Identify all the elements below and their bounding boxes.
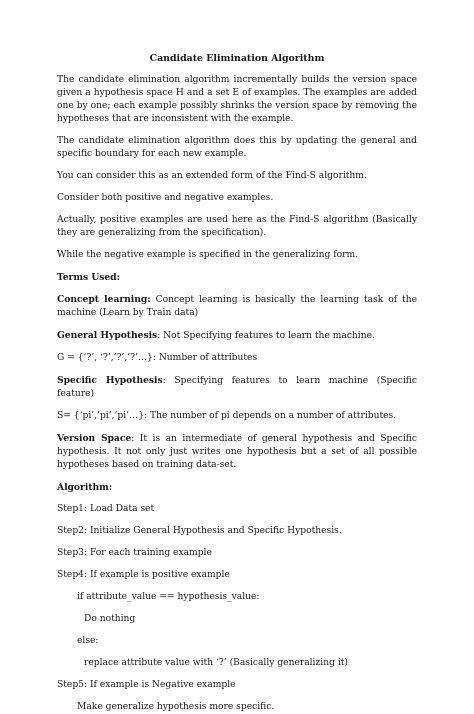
algorithm-step-4: Step4: If example is positive example (57, 570, 230, 580)
algorithm-step-1: Step1: Load Data set (57, 504, 155, 514)
specific-hypothesis-formula: S= {‘pi’,’pi’,’pi’…}: The number of pi depends on a number of attributes. (57, 411, 397, 421)
general-hypothesis-formula: G = {‘?’, ‘?’,’?’,’?’…}: Number of attributes (57, 353, 258, 363)
step-4-if-line: if attribute_value == hypothesis_value: (77, 592, 260, 602)
version-space-definition (57, 432, 417, 472)
intro-paragraph-1: The candidate elimination algorithm incrementally builds the version space given a hypothesis space H and a set E of examples. The examples are added one by one; each example possibly shrinks the version space by removing the hypotheses that are inconsistent with the example. (57, 75, 417, 124)
intro-paragraph-4: Consider both positive and negative examples. (57, 193, 274, 203)
step-4-do-nothing-line: Do nothing (84, 614, 136, 624)
general-hypothesis-text: : Not Specifying features to learn the machine. (157, 331, 375, 341)
specific-hypothesis-term: Specific Hypothesis (57, 375, 163, 386)
concept-learning-text: Concept learning is basically the learning task of the machine (Learn by Train data) (57, 295, 417, 318)
intro-paragraph-2: The candidate elimination algorithm does this by updating the general and specific boundary for each new example. (57, 136, 417, 159)
concept-learning-term: Concept learning: (57, 294, 151, 305)
algorithm-step-5: Step5: If example is Negative example (57, 680, 236, 690)
specific-hypothesis-definition (57, 374, 417, 401)
version-space-term: Version Space (57, 433, 132, 444)
intro-paragraph-5: Actually, positive examples are used here as the Find-S algorithm (Basically they are generalizing from the specification). (57, 215, 417, 238)
document-title: Candidate Elimination Algorithm (149, 53, 325, 64)
version-space-text: : It is an intermediate of general hypothesis and Specific hypothesis. It not only just writes one hypothesis but a set of all possible hypotheses based on training data-set. (57, 434, 417, 470)
intro-paragraph-3: You can consider this as an extended form of the Find-S algorithm. (57, 171, 367, 181)
specific-hypothesis-text: : Specifying features to learn machine (Specific feature) (57, 376, 418, 399)
algorithm-step-2: Step2: Initialize General Hypothesis and Specific Hypothesis. (57, 526, 342, 536)
step-4-replace-line: replace attribute value with ‘?’ (Basically generalizing it) (84, 658, 348, 668)
algorithm-heading: Algorithm: (57, 482, 113, 493)
algorithm-step-3: Step3: For each training example (57, 548, 212, 558)
general-hypothesis-term: General Hypothesis (57, 330, 158, 341)
step-4-else-line: else: (77, 636, 99, 646)
terms-heading: Terms Used: (57, 272, 120, 283)
general-hypothesis-definition (57, 329, 417, 343)
step-5-action-line: Make generalize hypothesis more specific. (77, 702, 275, 712)
concept-learning-definition (57, 293, 417, 320)
intro-paragraph-6: While the negative example is specified in the generalizing form. (57, 250, 359, 260)
